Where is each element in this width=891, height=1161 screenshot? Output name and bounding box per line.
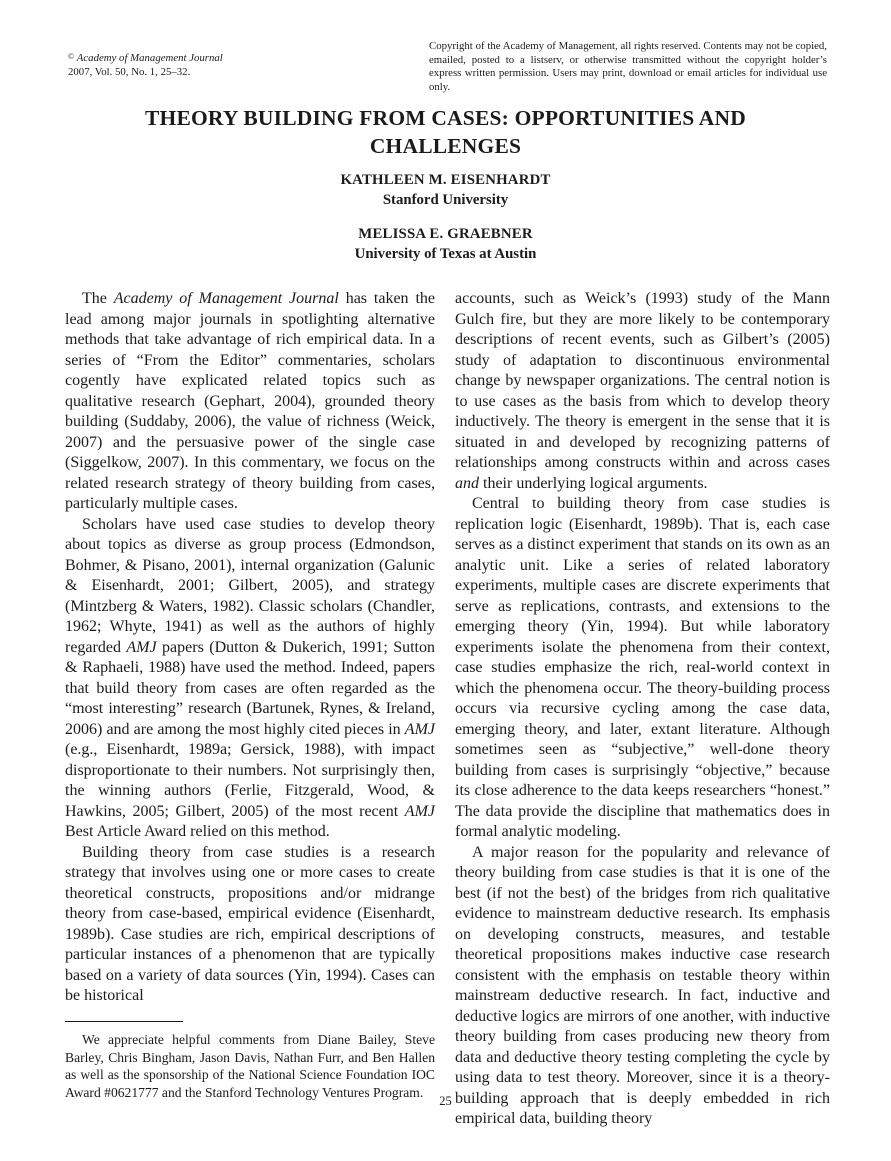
author-affiliation: Stanford University	[382, 192, 509, 208]
journal-name-line	[68, 50, 223, 66]
paragraph: The Academy of Management Journal has taken the lead among major journals in spotlighting alternative methods that take advantage of rich empirical data. In a series of “From the Editor” commentaries, scholars cogently have explicated related topics such as qualitative research (Gephart, 2004), grounded theory building (Suddaby, 2006), the value of richness (Weick, 2007) and the persuasive power of the single case (Siggelkow, 2007). In this commentary, we focus on the related research strategy of theory building from cases, particularly multiple cases.	[65, 290, 435, 512]
masthead	[68, 40, 827, 94]
journal-citation	[68, 40, 223, 94]
article-title: THEORY BUILDING FROM CASES: OPPORTUNITIES AND CHALLENGES	[144, 106, 746, 158]
article-body	[65, 289, 830, 1127]
footnote-rule	[65, 1021, 183, 1022]
right-column	[455, 289, 830, 1127]
copyright-symbol: ©	[68, 52, 75, 61]
paragraph: Building theory from case studies is a research strategy that involves using one or more cases to create theoretical constructs, propositions and/or midrange theory from case-based, empirical evidence (Eisenhardt, 1989b). Case studies are rich, empirical descriptions of particular instances of a phenomenon that are typically based on a variety of data sources (Yin, 1994). Cases can be historical	[65, 843, 435, 1004]
author-block	[0, 224, 891, 264]
author-affiliation: University of Texas at Austin	[354, 246, 537, 262]
authors-block	[0, 170, 891, 278]
footnote-text: We appreciate helpful comments from Diane Bailey, Steve Barley, Chris Bingham, Jason Davis, Nathan Furr, and Ben Hallen as well as the sponsorship of the National Science Foundation IOC Award #0621777 and the Stanford Technology Ventures Program.	[65, 1032, 435, 1100]
title-block	[0, 104, 891, 160]
author-name: KATHLEEN M. EISENHARDT	[340, 172, 551, 188]
author-block	[0, 170, 891, 210]
footnote	[65, 1021, 435, 1101]
paragraph: Central to building theory from case studies is replication logic (Eisenhardt, 1989b). That is, each case serves as a distinct experiment that stands on its own as an analytic unit. Like a series of related laboratory experiments, multiple cases are discrete experiments that serve as replications, contrasts, and extensions to the emerging theory (Yin, 1994). But while laboratory experiments isolate the phenomena from their context, case studies emphasize the rich, real-world context in which the phenomena occur. The theory-building process occurs via recursive cycling among the case data, emerging theory, and later, extant literature. Although sometimes seen as “subjective,” well-done theory building from cases is surprisingly “objective,” because its close adherence to the data keeps researchers “honest.” The data provide the discipline that mathematics does in formal analytic modeling.	[455, 495, 830, 840]
copyright-notice: Copyright of the Academy of Management, all rights reserved. Contents may not be copied, emailed, posted to a listserv, or otherwise transmitted without the copyright holder’s express written permission. Users may print, download or email articles for individual use only.	[429, 40, 827, 93]
left-column	[65, 289, 435, 1101]
journal-name: Academy of Management Journal	[76, 52, 223, 64]
journal-volume-line: 2007, Vol. 50, No. 1, 25–32.	[68, 65, 191, 78]
author-name: MELISSA E. GRAEBNER	[358, 226, 533, 242]
page-number: 25	[439, 1094, 452, 1108]
paragraph: accounts, such as Weick’s (1993) study of the Mann Gulch fire, but they are more likely to be contemporary descriptions of recent events, such as Gilbert’s (2005) study of adaptation to discontinuous environmental change by newspaper organizations. The central notion is to use cases as the basis from which to develop theory inductively. The theory is emergent in the sense that it is situated in and developed by recognizing patterns of relationships among constructs within and across cases and their underlying logical arguments.	[455, 290, 830, 492]
paragraph: Scholars have used case studies to develop theory about topics as diverse as group process (Edmondson, Bohmer, & Pisano, 2001), internal organization (Galunic & Eisenhardt, 2001; Gilbert, 2005), and strategy (Mintzberg & Waters, 1982). Classic scholars (Chandler, 1962; Whyte, 1941) as well as the authors of highly regarded AMJ papers (Dutton & Dukerich, 1991; Sutton & Raphaeli, 1988) have used the method. Indeed, papers that build theory from cases are often regarded as the “most interesting” research (Bartunek, Rynes, & Ireland, 2006) and are among the most highly cited pieces in AMJ (e.g., Eisenhardt, 1989a; Gersick, 1988), with impact disproportionate to their numbers. Not surprisingly then, the winning authors (Ferlie, Fitzgerald, Wood, & Hawkins, 2005; Gilbert, 2005) of the most recent AMJ Best Article Award relied on this method.	[65, 515, 435, 840]
paragraph: A major reason for the popularity and relevance of theory building from case studies is that it is one of the best (if not the best) of the bridges from rich qualitative evidence to mainstream deductive research. Its emphasis on developing constructs, measures, and testable theoretical propositions makes inductive case research consistent with the emphasis on testable theory within mainstream deductive research. In fact, inductive and deductive logics are mirrors of one another, with inductive theory building from cases producing new theory from data and deductive theory testing completing the cycle by using data to test theory. Moreover, since it is a theory-building approach that is deeply embedded in rich empirical data, building theory	[455, 843, 830, 1127]
